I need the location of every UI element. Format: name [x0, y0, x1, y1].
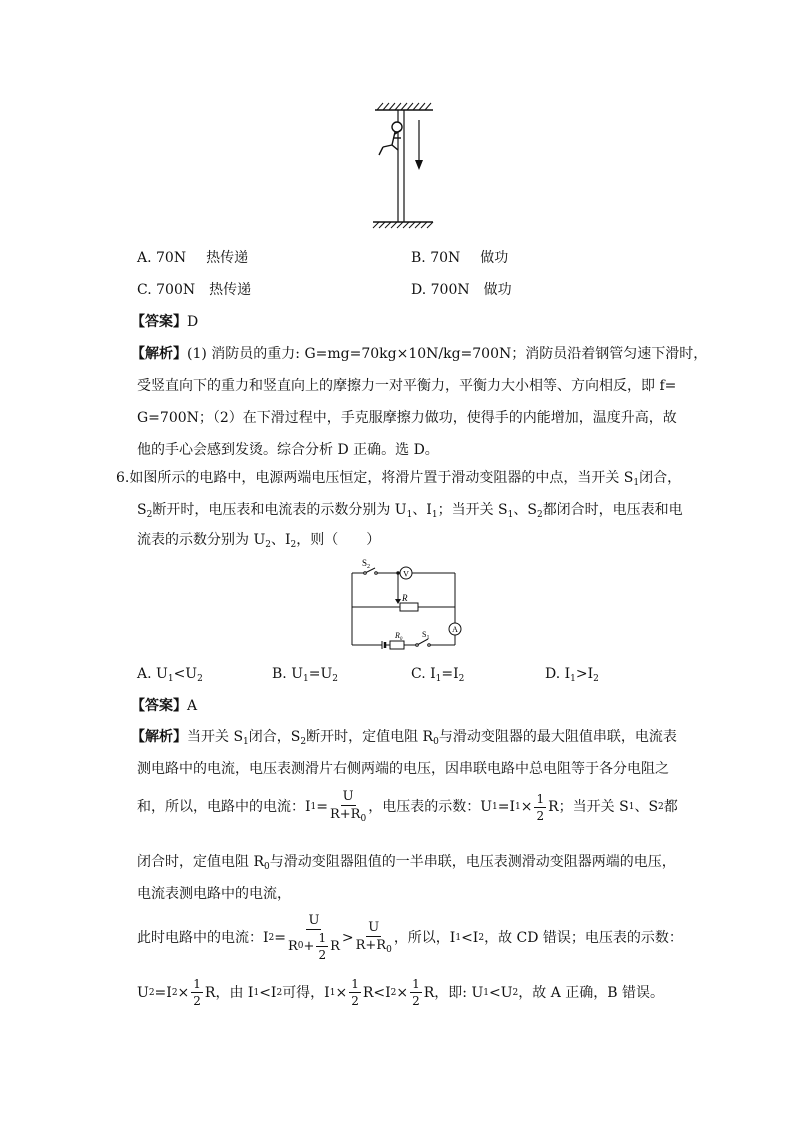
q6-analysis-line-3: 和，所以，电路中的电流：I 1 = $\frac{U}{R+R_0}$ ，电压表的示数：U 1 =I 1 × $\frac{1}{2}$ R；当开关 S 1 、S 2 都	[137, 789, 678, 824]
q6-analysis-line-4: 闭合时，定值电阻 $R_0$与滑动变阻器阻值的一半串联，电压表测滑动变阻器两端的电压，	[137, 854, 676, 872]
q5-option-b: B. 70N 做功	[411, 250, 509, 266]
q6-option-b: B. $U_1=U_2$	[272, 666, 339, 684]
q5-answer: 【答案】D	[131, 314, 199, 330]
q5-analysis-line-3: G=700N；（2）在下滑过程中，手克服摩擦力做功，使得手的内能增加，温度升高，故	[137, 410, 677, 426]
q6-option-d: D. $I_1>I_2$	[545, 666, 599, 684]
ammeter-label: A	[452, 625, 458, 634]
q6-number: 6.	[116, 470, 130, 486]
current-fraction-2: U R 0 + $\frac{1}{2}$ R	[288, 913, 340, 962]
q5-analysis-line-1: 【解析】(1) 消防员的重力: G=mg=70kg×10N/kg=700N；消防员沿着钢管匀速下滑时，	[131, 346, 708, 362]
q6-stem-line-3: 流表的示数分别为 $U_2$、$I_2$，则（ ）	[137, 532, 381, 550]
circuit-s2-label: $S_2$	[362, 558, 371, 570]
voltmeter-label: V	[403, 569, 409, 579]
circuit-r0-label: $R_0$	[395, 631, 403, 642]
q6-option-a: A. $U_1<U_2$	[137, 666, 203, 684]
q5-option-a: A. 70N 热传递	[137, 250, 249, 266]
q6-option-c: C. $I_1=I_2$	[411, 666, 465, 684]
current-fraction: $\frac{U}{R+R_0}$	[330, 789, 367, 824]
half-fraction: $\frac{1}{2}$	[536, 791, 545, 823]
q5-option-d: D. 700N 做功	[411, 282, 512, 298]
q6-answer: 【答案】A	[131, 698, 198, 714]
q6-stem-line-2: $S_2$断开时，电压表和电流表的示数分别为 $U_1$、$I_1$；当开关 $S_1$、$S_2$都闭合时，电压表和电	[137, 502, 683, 520]
q6-analysis-line-2: 测电路中的电流，电压表测滑片右侧两端的电压，因串联电路中总电阻等于各分电阻之	[137, 761, 669, 777]
q6-analysis-line-6: 此时电路中的电流：I 2 = U R 0 + $\frac{1}{2}$ R > $\frac{U}{R+R_0}$ ，所以，I 1 <I 2 ，故 CD 错误；电压表的示数：	[137, 913, 683, 962]
circuit-diagram	[340, 555, 465, 655]
q6-analysis-line-1: 【解析】当开关 $S_1$闭合，$S_2$断开时，定值电阻 $R_0$与滑动变阻器的最大阻值串联，电流表	[131, 729, 677, 747]
q6-analysis-line-7: U 2 =I 2 × $\frac{1}{2}$ R，由 I 1 <I 2 可得，I 1 × $\frac{1}{2}$ R<I 2 × $\frac{1}{2}$ R，即: U 1 <U 2 ，故 A 正确，B 错误。	[137, 977, 665, 1008]
q5-analysis-line-2: 受竖直向下的重力和竖直向上的摩擦力一对平衡力，平衡力大小相等、方向相反，即 f=	[137, 378, 677, 394]
q5-analysis-line-4: 他的手心会感到发烫。综合分析 D 正确。选 D。	[137, 442, 439, 458]
q5-option-c: C. 700N 热传递	[137, 282, 252, 298]
q6-analysis-line-5: 电流表测电路中的电流，	[137, 886, 291, 902]
q6-stem-line-1: 6.如图所示的电路中，电源两端电压恒定，将滑片置于滑动变阻器的中点，当开关 $S_1$闭合，	[116, 470, 682, 488]
current-fraction-3: $\frac{U}{R+R_0}$	[355, 919, 392, 955]
circuit-s1-label: $S_1$	[422, 630, 430, 641]
circuit-r-label: R	[402, 593, 408, 603]
pole-figure	[365, 100, 445, 235]
